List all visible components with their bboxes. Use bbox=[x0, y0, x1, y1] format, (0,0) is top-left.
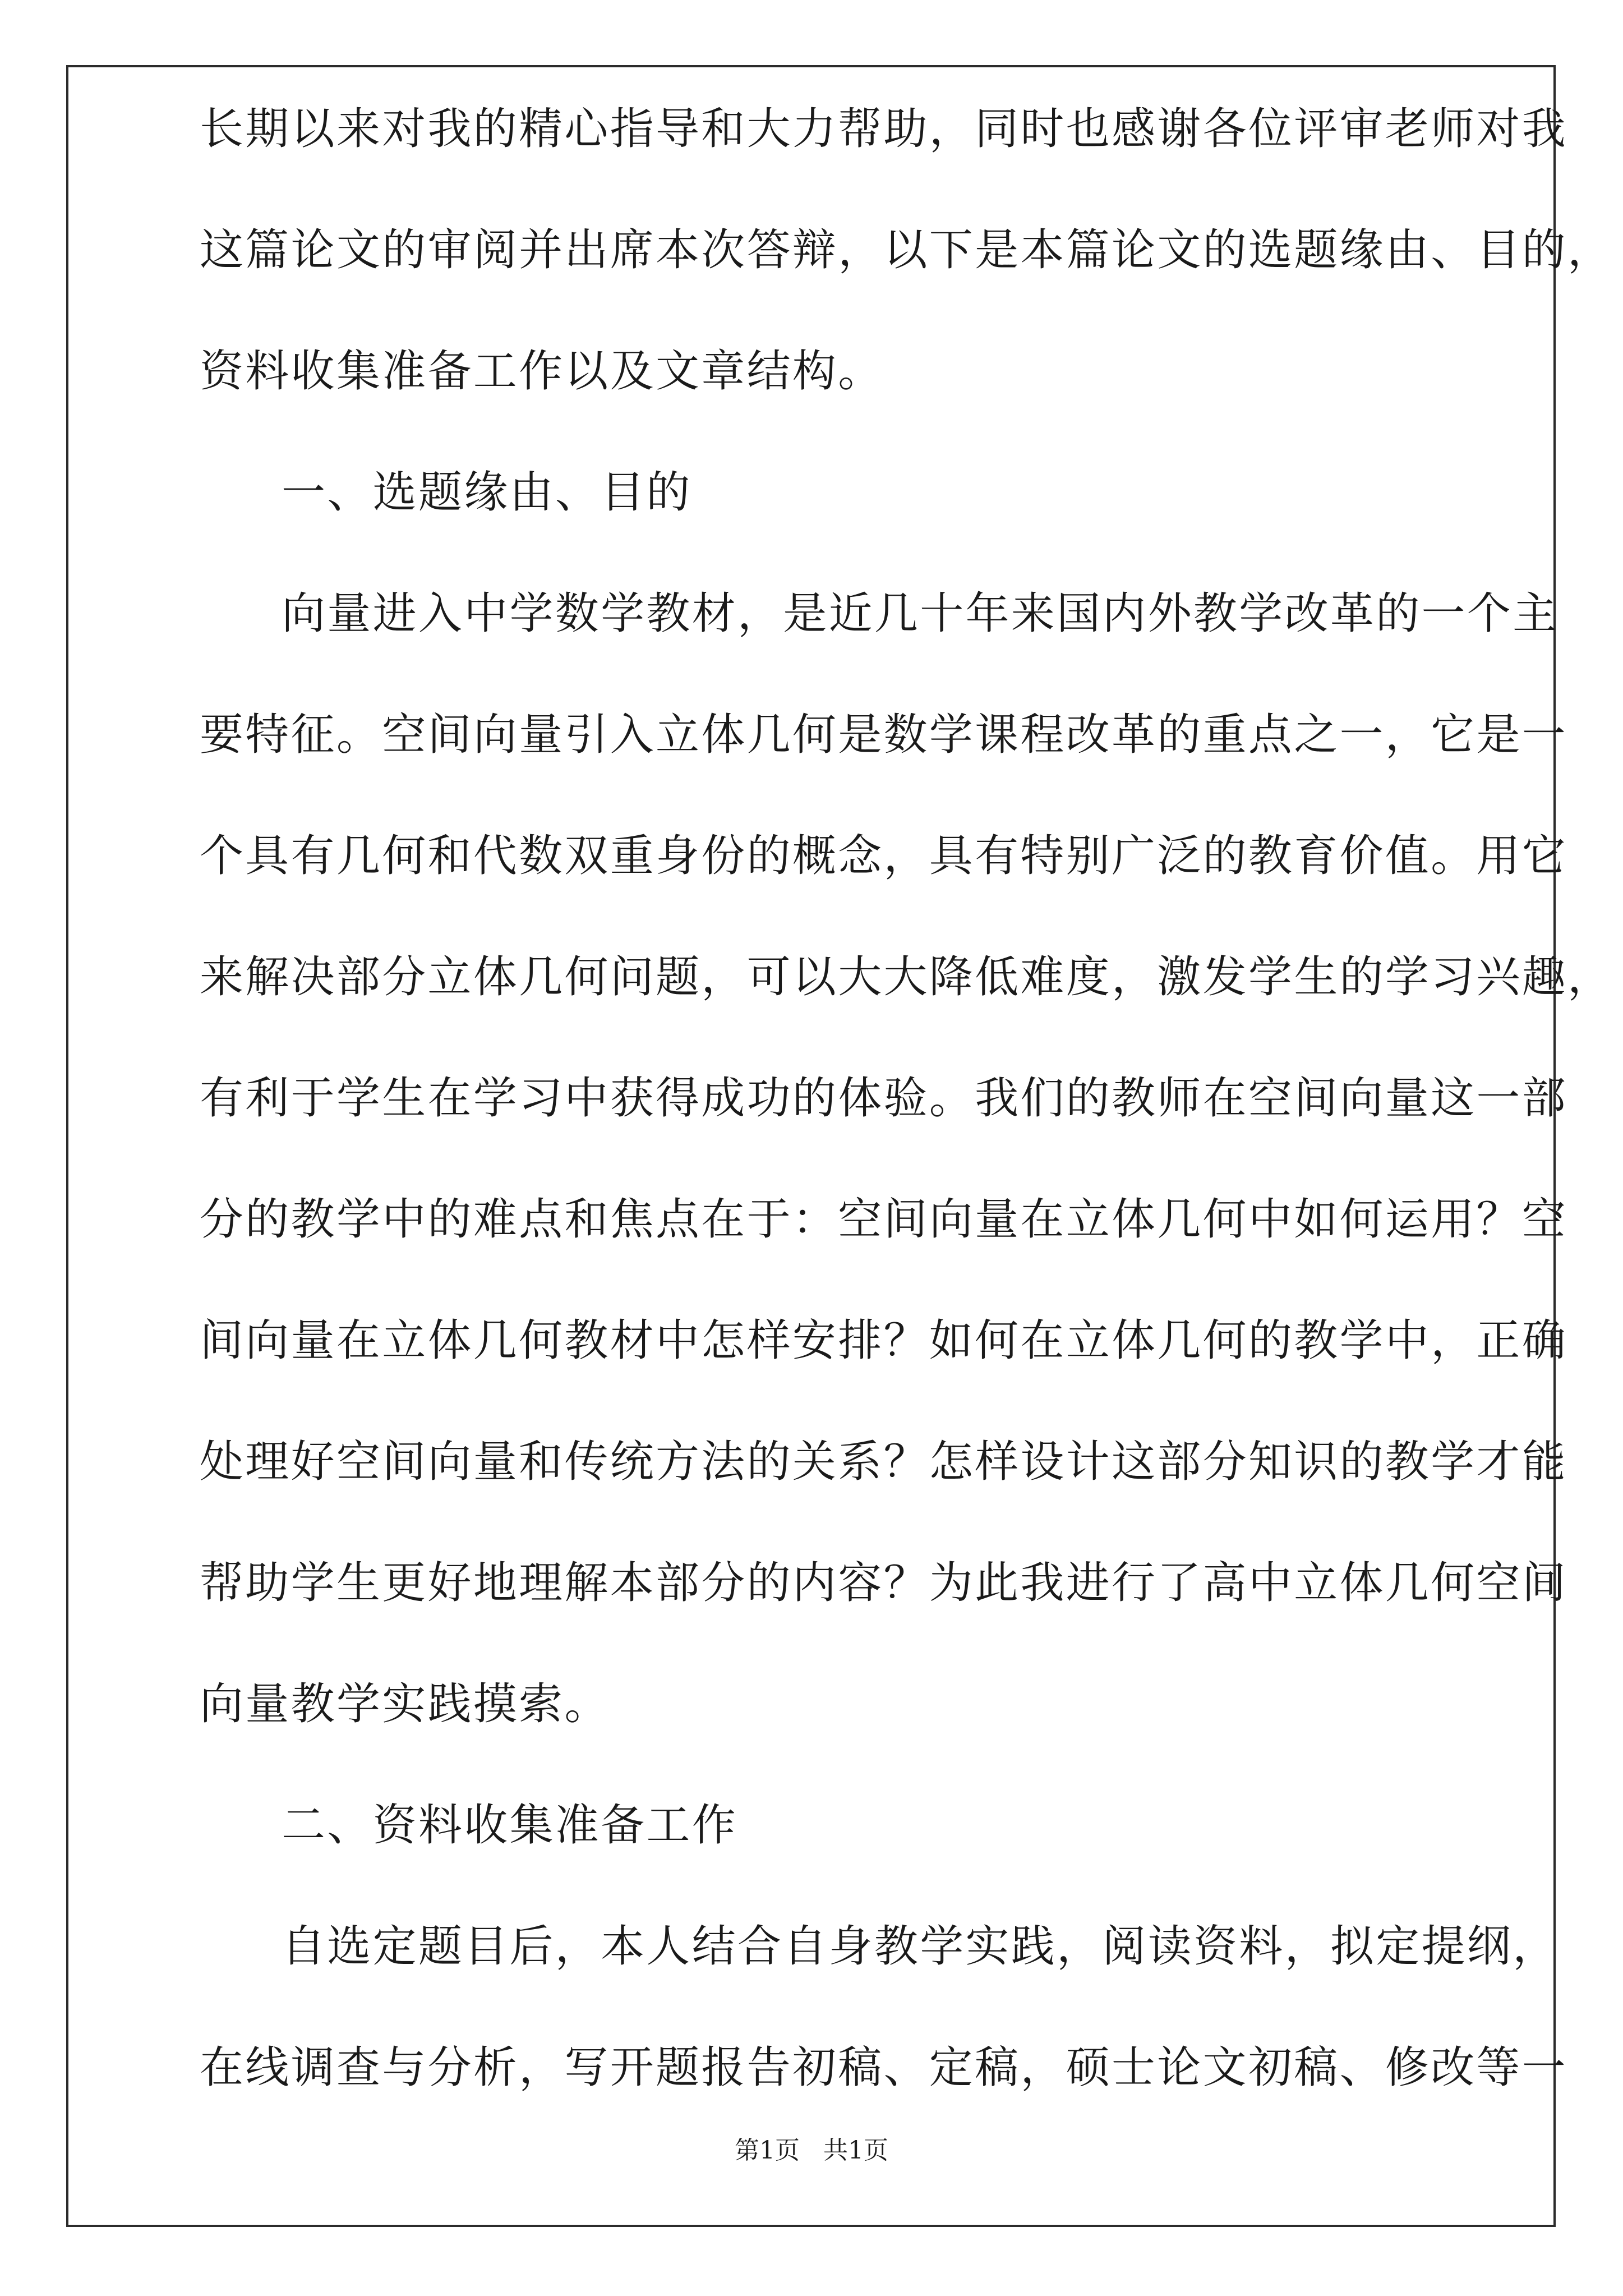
body-text-line: 个具有几何和代数双重身份的概念，具有特别广泛的教育价值。用它 bbox=[200, 831, 1568, 881]
body-text-line: 长期以来对我的精心指导和大力帮助，同时也感谢各位评审老师对我 bbox=[200, 104, 1568, 154]
body-text-line: 向量教学实践摸索。 bbox=[200, 1679, 610, 1729]
body-text-line: 资料收集准备工作以及文章结构。 bbox=[200, 346, 884, 397]
body-text-line: 要特征。空间向量引入立体几何是数学课程改革的重点之一，它是一 bbox=[200, 710, 1568, 760]
body-text-line: 在线调查与分析，写开题报告初稿、定稿，硕士论文初稿、修改等一 bbox=[200, 2042, 1568, 2093]
body-text-line: 自选定题目后，本人结合自身教学实践，阅读资料，拟定提纲， bbox=[282, 1921, 1559, 1972]
section-heading-1: 一、选题缘由、目的 bbox=[282, 467, 692, 518]
body-text-line: 来解决部分立体几何问题，可以大大降低难度，激发学生的学习兴趣， bbox=[200, 952, 1613, 1002]
body-text-line: 有利于学生在学习中获得成功的体验。我们的教师在空间向量这一部 bbox=[200, 1073, 1568, 1124]
body-text-line: 分的教学中的难点和焦点在于：空间向量在立体几何中如何运用？空 bbox=[200, 1194, 1568, 1245]
page-footer: 第1页 共1页 bbox=[735, 2136, 888, 2165]
body-text-line: 向量进入中学数学教材，是近几十年来国内外教学改革的一个主 bbox=[282, 588, 1559, 639]
body-text-line: 帮助学生更好地理解本部分的内容？为此我进行了高中立体几何空间 bbox=[200, 1558, 1568, 1608]
body-text-line: 这篇论文的审阅并出席本次答辩，以下是本篇论文的选题缘由、目的， bbox=[200, 225, 1613, 275]
body-text-line: 间向量在立体几何教材中怎样安排？如何在立体几何的教学中，正确 bbox=[200, 1315, 1568, 1366]
section-heading-2: 二、资料收集准备工作 bbox=[282, 1800, 738, 1851]
body-text-line: 处理好空间向量和传统方法的关系？怎样设计这部分知识的教学才能 bbox=[200, 1437, 1568, 1487]
